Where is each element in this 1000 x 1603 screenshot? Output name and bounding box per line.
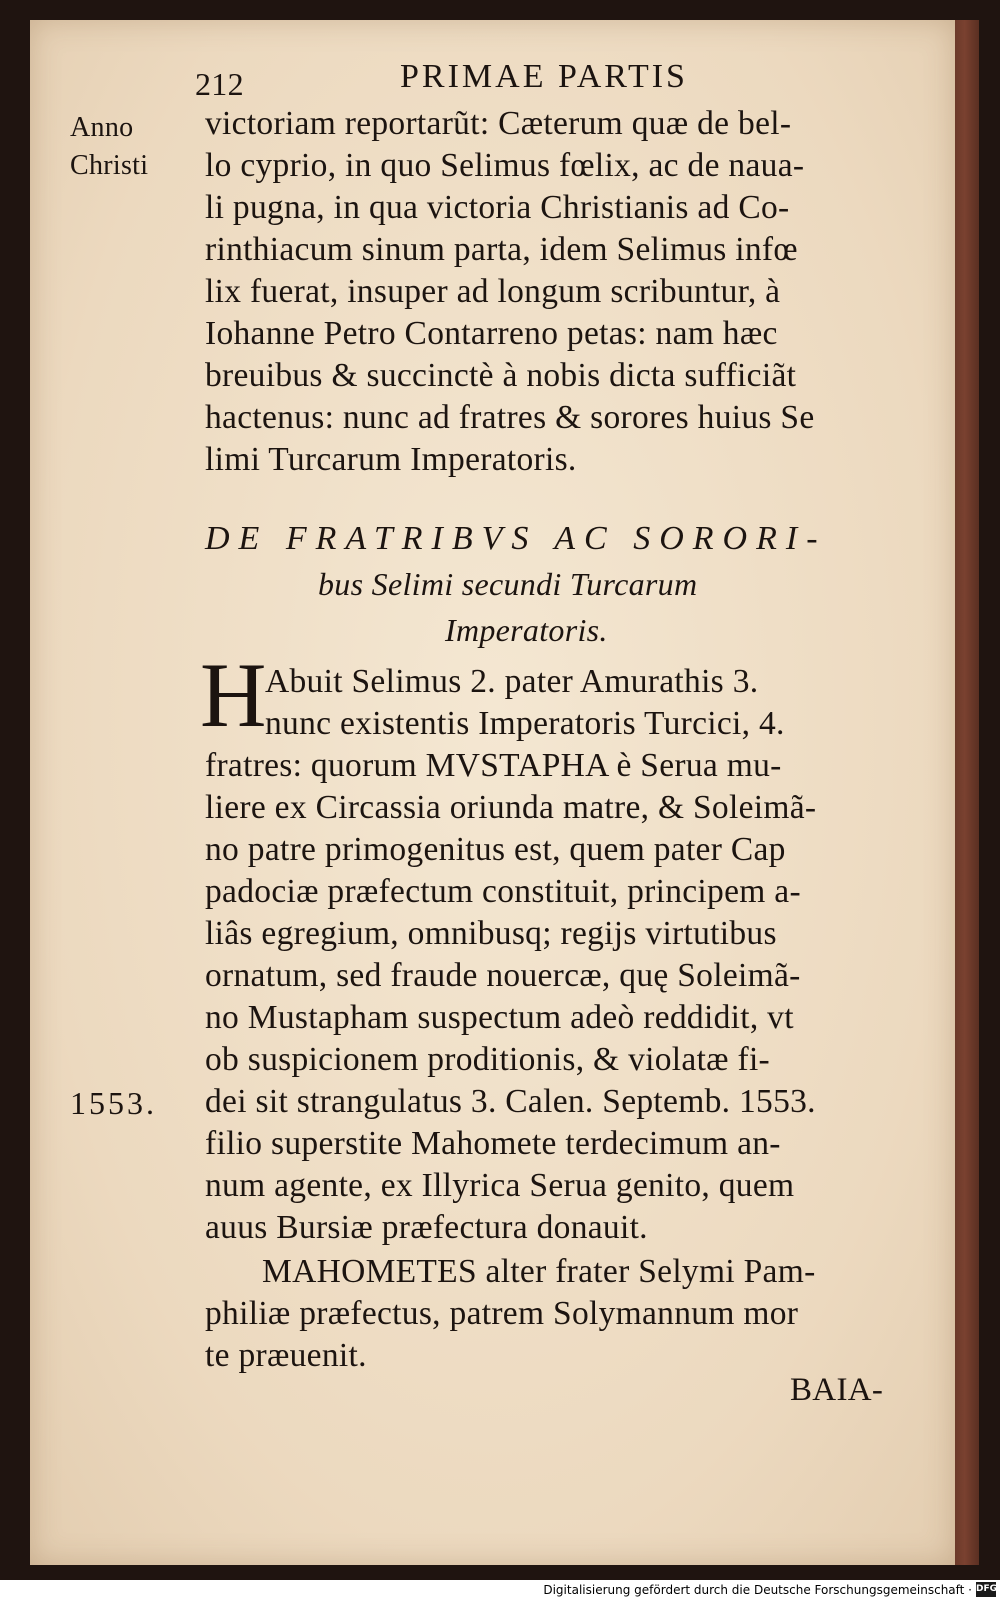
section-heading-line-2: bus Selimi secundi Turcarum [318,566,698,602]
drop-cap: H [200,644,267,746]
paragraph-2-line: liere ex Circassia oriunda matre, & Soleimã- [205,789,817,826]
section-heading-line-1: DE FRATRIBVS AC SORORI- [205,520,827,557]
paragraph-1-line: Iohanne Petro Contarreno petas: nam hæc [205,315,778,352]
paragraph-2-line: no Mustapham suspectum adeò reddidit, vt [205,999,794,1036]
paragraph-1-line: lo cyprio, in quo Selimus fœlix, ac de naua- [205,147,805,184]
margin-year: 1553. [70,1085,157,1121]
paragraph-1-line: lix fuerat, insuper ad longum scribuntur, à [205,273,781,310]
catchword: BAIA- [790,1372,884,1408]
paragraph-2-line: Abuit Selimus 2. pater Amurathis 3. [265,663,759,700]
page-edge [955,20,979,1565]
paragraph-2-line: ob suspicionem proditionis, & violatæ fi- [205,1041,771,1078]
paragraph-1-line: limi Turcarum Imperatoris. [205,441,577,478]
paragraph-2-line: fratres: quorum MVSTAPHA è Serua mu- [205,747,782,784]
paragraph-2-line: ornatum, sed fraude nouercæ, quę Soleimã- [205,957,801,994]
paragraph-2-line: no patre primogenitus est, quem pater Cap [205,831,786,868]
running-title: PRIMAE PARTIS [400,58,688,95]
paragraph-2-line: auus Bursiæ præfectura donauit. [205,1209,648,1246]
page-number: 212 [195,66,244,102]
section-heading-line-3: Imperatoris. [445,612,608,648]
paragraph-3-line: philiæ præfectus, patrem Solymannum mor [205,1295,799,1332]
paragraph-2-line: filio superstite Mahomete terdecimum an- [205,1125,781,1162]
margin-anno: Anno [70,112,134,143]
paragraph-2-line: num agente, ex Illyrica Serua genito, quem [205,1167,795,1204]
paragraph-3-line: MAHOMETES alter frater Selymi Pam- [262,1253,816,1290]
paragraph-1-line: li pugna, in qua victoria Christianis ad Co- [205,189,790,226]
paragraph-2-line: liâs egregium, omnibusq; regijs virtutibus [205,915,777,952]
paragraph-1-line: hactenus: nunc ad fratres & sorores huius Se [205,399,815,436]
paragraph-2-line: padociæ præfectum constituit, principem a- [205,873,801,910]
paragraph-2-line: dei sit strangulatus 3. Calen. Septemb. 1553. [205,1083,816,1120]
dfg-logo: DFG [976,1582,996,1597]
paragraph-1-line: breuibus & succinctè à nobis dicta sufficiãt [205,357,797,394]
digitization-credit: Digitalisierung gefördert durch die Deutsche Forschungsgemeinschaft · [543,1583,972,1597]
margin-christi: Christi [70,150,149,181]
paragraph-1-line: rinthiacum sinum parta, idem Selimus infœ [205,231,798,268]
paragraph-2-line: nunc existentis Imperatoris Turcici, 4. [265,705,785,742]
paragraph-3-line: te præuenit. [205,1337,367,1374]
paragraph-1-line: victoriam reportarũt: Cæterum quæ de bel- [205,105,792,142]
